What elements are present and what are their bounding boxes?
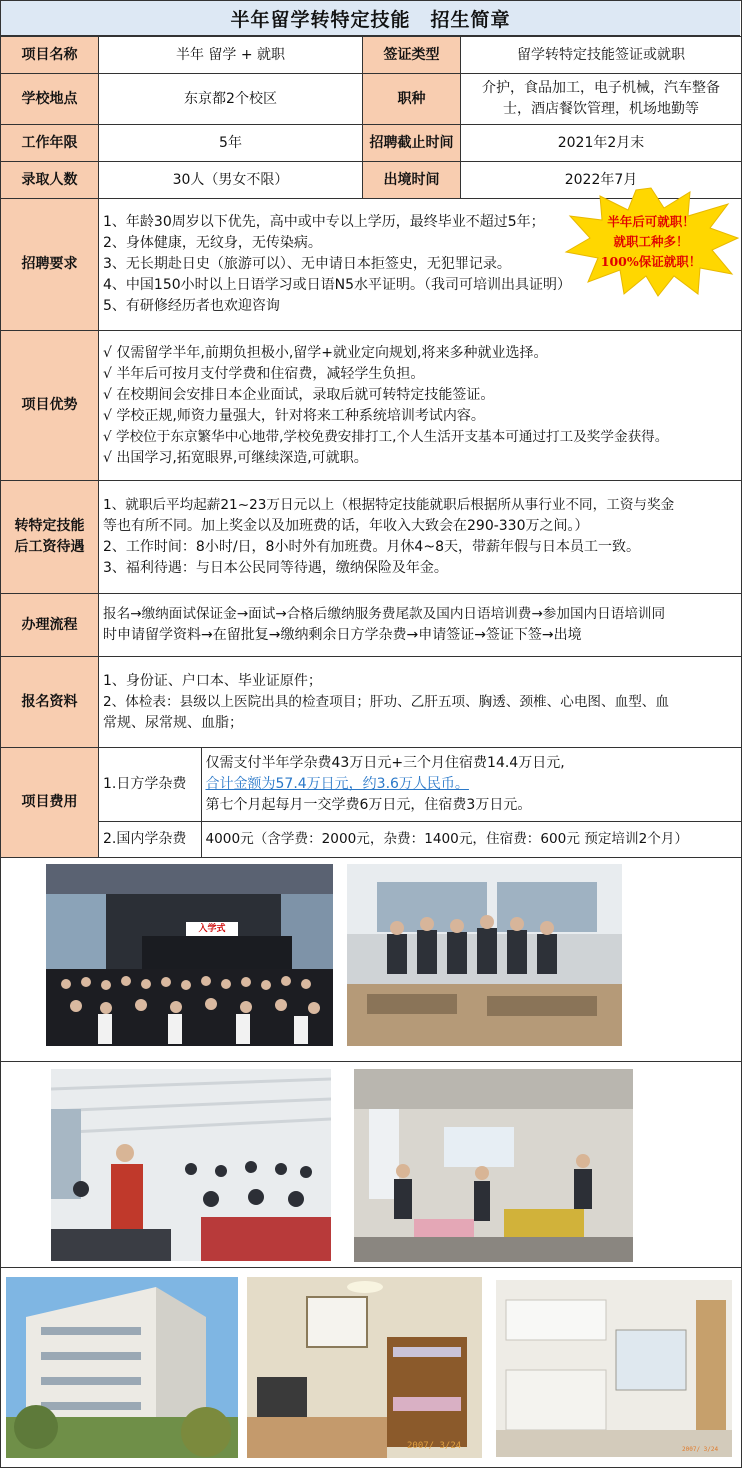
list-item: √ 仅需留学半年,前期负担极小,留学+就业定向规划,将来多种就业选择。 bbox=[103, 344, 548, 361]
japan-fee-detail bbox=[201, 748, 741, 821]
list-item: 时申请留学资料→在留批复→缴纳剩余日方学杂费→申请签证→签证下签→出境 bbox=[103, 627, 582, 643]
photo-row bbox=[0, 1267, 741, 1466]
list-item: √ 半年后可按月支付学费和住宿费，减轻学生负担。 bbox=[103, 365, 425, 382]
work-years-label: 工作年限 bbox=[1, 125, 99, 162]
dorm-kitchen-photo bbox=[496, 1280, 732, 1457]
list-item: 4、中国150小时以上日语学习或日语N5水平证明。（我司可培训出具证明） bbox=[103, 277, 572, 293]
salary-label-line: 后工资待遇 bbox=[14, 539, 85, 555]
table-row bbox=[99, 821, 741, 857]
process-text bbox=[99, 594, 742, 657]
project-name-value: 半年 留学 + 就职 bbox=[99, 37, 363, 74]
table-row bbox=[1, 481, 742, 594]
list-item: 仅需支付半年学杂费43万日元+三个月住宿费14.4万日元, bbox=[205, 754, 565, 771]
list-item: 3、无长期赴日史（旅游可以）、无申请日本拒签史，无犯罪记录。 bbox=[103, 256, 511, 272]
classroom-group-photo bbox=[347, 864, 622, 1046]
photo-row bbox=[0, 1061, 741, 1268]
work-years-value: 5年 bbox=[99, 125, 363, 162]
process-label: 办理流程 bbox=[1, 594, 99, 657]
table-row bbox=[1, 594, 742, 657]
list-item: 5、有研修经历者也欢迎咨询 bbox=[103, 298, 280, 314]
documents-list bbox=[99, 657, 742, 748]
list-item: 第七个月起每月一交学费6万日元，住宿费3万日元。 bbox=[205, 796, 532, 813]
table-row bbox=[1, 125, 742, 162]
starburst-line: 100%保证就职！ bbox=[600, 254, 702, 269]
japan-fee-label: 1.日方学杂费 bbox=[99, 748, 201, 821]
advantages-list bbox=[99, 331, 742, 481]
fee-total-highlight: 合计金额为57.4万日元，约3.6万人民币。 bbox=[205, 775, 469, 792]
departure-label: 出境时间 bbox=[363, 162, 461, 199]
salary-list bbox=[99, 481, 742, 594]
domestic-fee-label: 2.国内学杂费 bbox=[99, 821, 201, 857]
table-row bbox=[1, 74, 742, 125]
visa-type-value: 留学转特定技能签证或就职 bbox=[461, 37, 742, 74]
seminar-room-photo bbox=[354, 1069, 633, 1262]
table-row bbox=[99, 748, 741, 821]
list-item: 2、工作时间：8小时/日，8小时外有加班费。月休4~8天，带薪年假与日本员工一致。 bbox=[103, 539, 640, 555]
fees-cell bbox=[99, 748, 742, 858]
list-item: 等也有所不同。加上奖金以及加班费的话，年收入大致会在290-330万之间。） bbox=[103, 518, 589, 534]
advantages-label: 项目优势 bbox=[1, 331, 99, 481]
job-type-value bbox=[461, 74, 742, 125]
list-item: 2、身体健康，无纹身，无传染病。 bbox=[103, 235, 322, 251]
list-item: 2、体检表：县级以上医院出具的检查项目；肝功、乙肝五项、胸透、颈椎、心电图、血型、血 bbox=[103, 693, 669, 710]
table-row bbox=[1, 748, 742, 858]
table-row bbox=[1, 37, 742, 74]
project-name-label: 项目名称 bbox=[1, 37, 99, 74]
list-item: √ 在校期间会安排日本企业面试，录取后就可转特定技能签证。 bbox=[103, 386, 495, 403]
list-item: 1、年龄30周岁以下优先，高中或中专以上学历，最终毕业不超过5年； bbox=[103, 214, 545, 230]
enrollment-value: 30人（男女不限） bbox=[99, 162, 363, 199]
lecture-hall-photo bbox=[51, 1069, 331, 1261]
ceremony-photo bbox=[46, 864, 333, 1046]
salary-label bbox=[1, 481, 99, 594]
dorm-room-bunk-photo bbox=[247, 1277, 482, 1458]
fees-label: 项目费用 bbox=[1, 748, 99, 858]
photo-date-stamp: 2007/ 3/24 bbox=[682, 1446, 719, 1453]
starburst-line: 就职工种多！ bbox=[613, 234, 689, 249]
school-location-label: 学校地点 bbox=[1, 74, 99, 125]
school-location-value: 东京都2个校区 bbox=[99, 74, 363, 125]
departure-value: 2022年7月 bbox=[461, 162, 742, 199]
list-item: √ 学校位于东京繁华中心地带,学校免费安排打工,个人生活开支基本可通过打工及奖学金获得。 bbox=[103, 428, 669, 445]
deadline-value: 2021年2月末 bbox=[461, 125, 742, 162]
job-type-line: 士，酒店餐饮管理，机场地勤等 bbox=[503, 101, 699, 117]
starburst-line: 半年后可就职！ bbox=[607, 214, 695, 229]
domestic-fee-value: 4000元（含学费：2000元，杂费：1400元，住宿费：600元 预定培训2个月） bbox=[201, 821, 741, 857]
ceremony-banner-text: 入学式 bbox=[198, 924, 226, 934]
enrollment-label: 录取人数 bbox=[1, 162, 99, 199]
dormitory-building-photo bbox=[6, 1277, 238, 1458]
fees-table bbox=[99, 748, 741, 857]
list-item: 1、就职后平均起薪21~23万日元以上（根据特定技能就职后根据所从事行业不同，工资与奖金 bbox=[103, 497, 675, 513]
requirements-label: 招聘要求 bbox=[1, 199, 99, 331]
salary-label-line: 转特定技能 bbox=[14, 518, 85, 534]
list-item: 1、身份证、户口本、毕业证原件； bbox=[103, 672, 322, 689]
visa-type-label: 签证类型 bbox=[363, 37, 461, 74]
job-type-label: 职种 bbox=[363, 74, 461, 125]
page-title: 半年留学转特定技能 招生简章 bbox=[1, 1, 740, 36]
photo-date-stamp: 2007/ 3/24 bbox=[407, 1441, 462, 1451]
list-item: 报名→缴纳面试保证金→面试→合格后缴纳服务费尾款及国内日语培训费→参加国内日语培训同 bbox=[103, 606, 666, 622]
info-table bbox=[0, 36, 742, 858]
list-item: √ 出国学习,拓宽眼界,可继续深造,可就职。 bbox=[103, 449, 368, 466]
table-row bbox=[1, 657, 742, 748]
table-row bbox=[1, 331, 742, 481]
list-item: 3、福利待遇：与日本公民同等待遇，缴纳保险及年金。 bbox=[103, 560, 448, 576]
documents-label: 报名资料 bbox=[1, 657, 99, 748]
deadline-label: 招聘截止时间 bbox=[363, 125, 461, 162]
list-item: 常规、尿常规、血脂； bbox=[103, 714, 243, 731]
job-type-line: 介护，食品加工，电子机械，汽车整备 bbox=[482, 80, 720, 96]
photo-row bbox=[0, 856, 741, 1062]
starburst-text bbox=[562, 186, 740, 298]
list-item: √ 学校正规,师资力量强大，针对将来工种系统培训考试内容。 bbox=[103, 407, 485, 424]
starburst-callout bbox=[562, 186, 740, 298]
